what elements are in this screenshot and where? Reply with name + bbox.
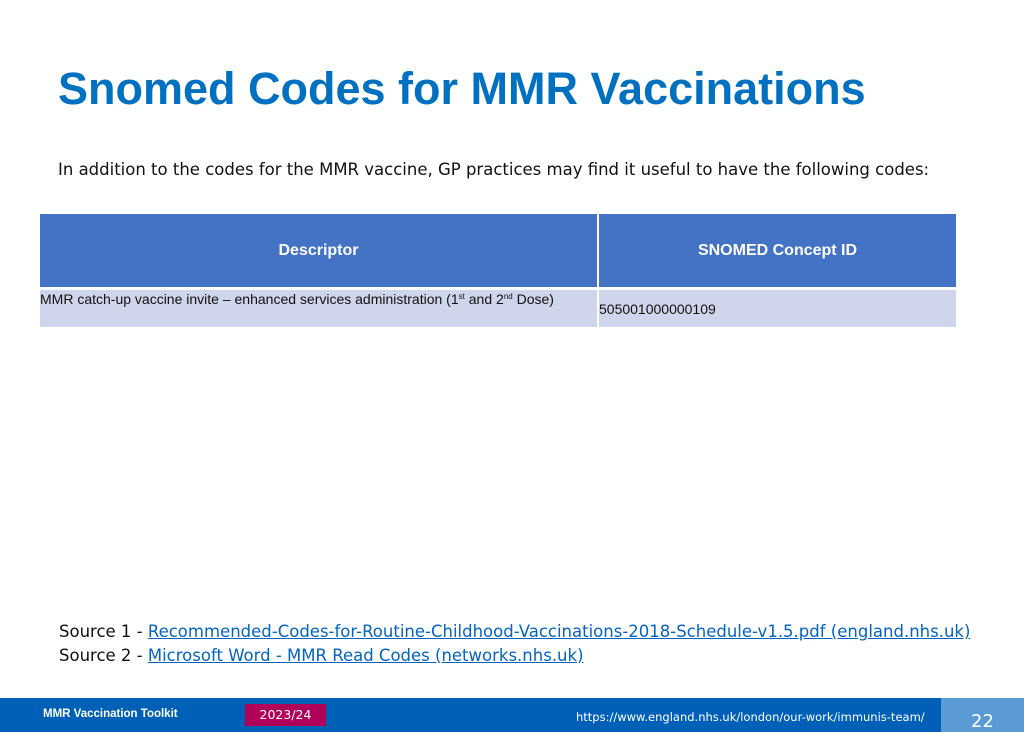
column-header-descriptor: Descriptor [40,214,598,289]
column-header-concept-id: SNOMED Concept ID [598,214,956,289]
ordinal-suffix: nd [503,292,513,301]
year-badge: 2023/24 [245,704,326,726]
footer-toolkit-name: MMR Vaccination Toolkit [43,708,178,720]
descriptor-text: and 2 [464,291,504,307]
descriptor-text: MMR catch-up vaccine invite – enhanced services administration (1 [40,291,459,307]
source-line [59,620,970,644]
table-header-row [40,214,956,289]
sources-list [59,620,970,667]
source-link[interactable]: Recommended-Codes-for-Routine-Childhood-Vaccinations-2018-Schedule-v1.5.pdf (england.nhs.uk) [147,622,971,641]
source-line [59,644,970,668]
intro-text: In addition to the codes for the MMR vaccine, GP practices may find it useful to have the following codes: [58,160,930,179]
footer-url: https://www.england.nhs.uk/london/our-work/immunis-team/ [576,710,925,724]
ordinal-suffix: st [458,292,465,301]
page-number: 22 [941,698,1024,732]
footer-bar [0,698,1024,732]
concept-id-cell: 505001000000109 [598,289,956,328]
table-row [40,289,956,328]
descriptor-cell [40,289,598,328]
slide-title: Snomed Codes for MMR Vaccinations [58,63,866,114]
source-link[interactable]: Microsoft Word - MMR Read Codes (networks.nhs.uk) [147,645,584,665]
source-label: Source 2 - [59,645,148,665]
descriptor-text: Dose) [512,291,554,307]
source-label: Source 1 - [59,622,148,641]
snomed-codes-table [40,214,956,327]
